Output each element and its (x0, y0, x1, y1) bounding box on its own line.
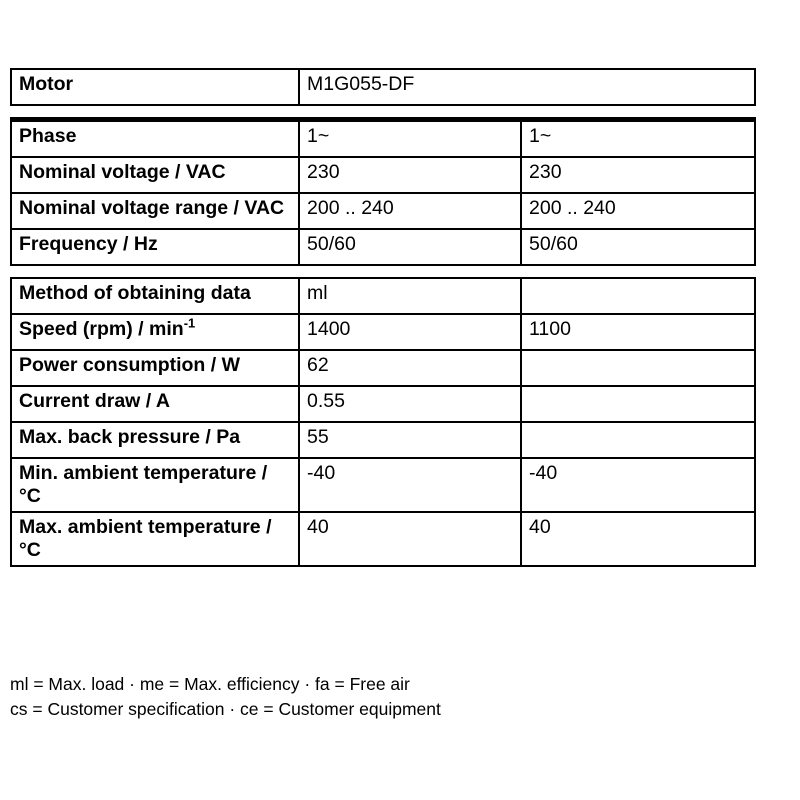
table-row (11, 278, 755, 314)
row-value-col1: 200 .. 240 (299, 193, 521, 229)
separator-space (11, 265, 755, 278)
row-value-col2: 230 (521, 157, 755, 193)
row-value-col1: 1~ (299, 120, 521, 158)
row-value-col1: 50/60 (299, 229, 521, 265)
row-label: Phase (11, 120, 299, 158)
row-value-col1: -40 (299, 458, 521, 512)
row-value-col2: 40 (521, 512, 755, 566)
table-row (11, 157, 755, 193)
row-label-superscript: -1 (183, 315, 196, 331)
row-label: Nominal voltage / VAC (11, 157, 299, 193)
specification-sheet (10, 68, 754, 567)
block-separator-2 (11, 265, 755, 278)
table-row (11, 422, 755, 458)
motor-value: M1G055-DF (299, 69, 755, 105)
row-value-col1: 40 (299, 512, 521, 566)
row-value-col2: -40 (521, 458, 755, 512)
row-value-col1: 0.55 (299, 386, 521, 422)
footnote-line-1: ml = Max. load · me = Max. efficiency · fa = Free air (10, 674, 410, 694)
table-row (11, 229, 755, 265)
block-separator-1 (11, 105, 755, 120)
row-value-col2: 50/60 (521, 229, 755, 265)
table-row (11, 350, 755, 386)
table-row-motor (11, 69, 755, 105)
row-value-col2 (521, 350, 755, 386)
row-label: Nominal voltage range / VAC (11, 193, 299, 229)
row-label: Frequency / Hz (11, 229, 299, 265)
row-label: Current draw / A (11, 386, 299, 422)
table-row (11, 120, 755, 158)
row-value-col2: 1~ (521, 120, 755, 158)
row-value-col1: 55 (299, 422, 521, 458)
row-value-col1: ml (299, 278, 521, 314)
row-value-col2: 200 .. 240 (521, 193, 755, 229)
row-label: Max. back pressure / Pa (11, 422, 299, 458)
row-value-col1: 62 (299, 350, 521, 386)
row-label: Power consumption / W (11, 350, 299, 386)
row-value-col2 (521, 386, 755, 422)
row-label-text: Speed (rpm) / min (19, 318, 184, 340)
row-value-col2: 1100 (521, 314, 755, 350)
table-row (11, 193, 755, 229)
row-label: Min. ambient temperature / °C (11, 458, 299, 512)
table-row (11, 458, 755, 512)
row-label: Method of obtaining data (11, 278, 299, 314)
row-label (11, 314, 299, 350)
separator-rule (11, 105, 755, 120)
row-value-col2 (521, 278, 755, 314)
specification-table (10, 68, 756, 567)
row-value-col1: 230 (299, 157, 521, 193)
footnote-line-2: cs = Customer specification · ce = Customer equipment (10, 699, 441, 720)
footnotes (10, 672, 754, 723)
row-value-col1: 1400 (299, 314, 521, 350)
motor-label: Motor (11, 69, 299, 105)
table-row (11, 512, 755, 566)
table-row (11, 314, 755, 350)
row-label: Max. ambient temperature / °C (11, 512, 299, 566)
row-value-col2 (521, 422, 755, 458)
table-row (11, 386, 755, 422)
